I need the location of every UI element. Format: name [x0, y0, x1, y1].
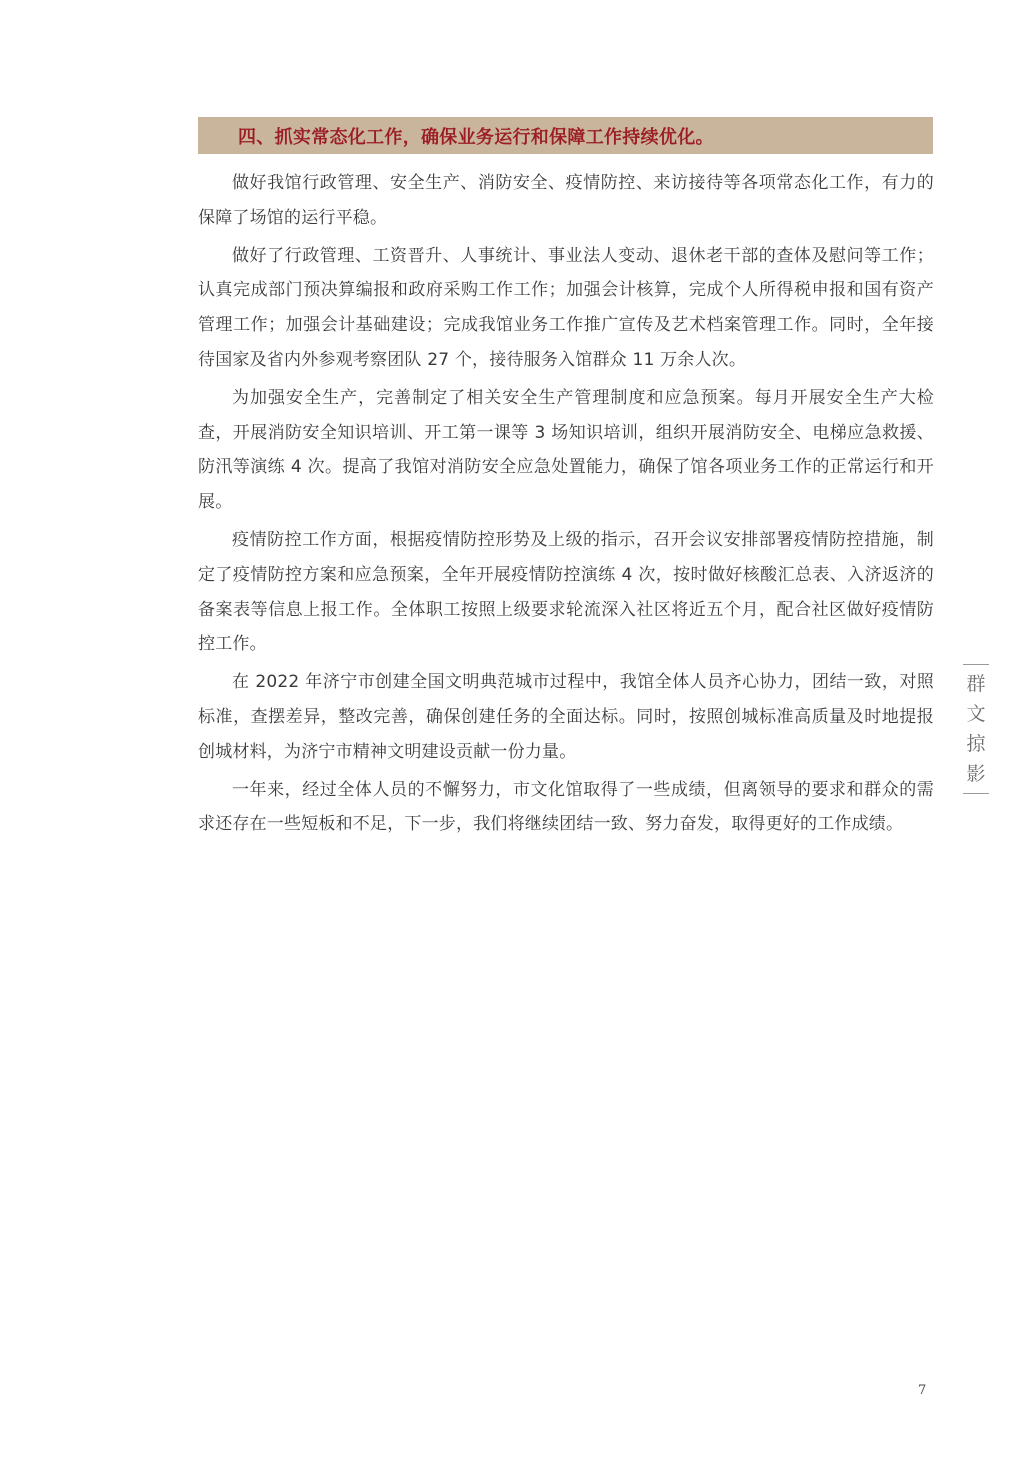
page-number: 7 [918, 1383, 927, 1398]
side-label-char: 群 [966, 673, 986, 695]
side-label-char: 掠 [966, 733, 986, 755]
section-heading-bar [198, 117, 933, 154]
paragraph-2: 做好了行政管理、工资晋升、人事统计、事业法人变动、退休老干部的查体及慰问等工作；认真完成部门预决算编报和政府采购工作工作；加强会计核算，完成个人所得税申报和国有资产管理工作；加强会计基础建设；完成我馆业务工作推广宣传及艺术档案管理工作。同时，全年接待国家及省内外参观考察团队 27 个，接待服务入馆群众 11 万余人次。 [198, 245, 934, 370]
body-text [198, 166, 934, 845]
side-label-char: 影 [966, 763, 986, 785]
paragraph-6: 一年来，经过全体人员的不懈努力，市文化馆取得了一些成绩，但离领导的要求和群众的需求还存在一些短板和不足，下一步，我们将继续团结一致、努力奋发，取得更好的工作成绩。 [198, 779, 934, 835]
paragraph-1: 做好我馆行政管理、安全生产、消防安全、疫情防控、来访接待等各项常态化工作，有力的保障了场馆的运行平稳。 [198, 173, 934, 228]
paragraph-5: 在 2022 年济宁市创建全国文明典范城市过程中，我馆全体人员齐心协力，团结一致，对照标准，查摆差异，整改完善，确保创建任务的全面达标。同时，按照创城标准高质量及时地提报创城材料，为济宁市精神文明建设贡献一份力量。 [198, 672, 934, 762]
side-label-char: 文 [966, 703, 986, 725]
paragraph-4: 疫情防控工作方面，根据疫情防控形势及上级的指示，召开会议安排部署疫情防控措施，制定了疫情防控方案和应急预案，全年开展疫情防控演练 4 次，按时做好核酸汇总表、入济返济的备案表等信息上报工作。全体职工按照上级要求轮流深入社区将近五个月，配合社区做好疫情防控工作。 [198, 529, 934, 655]
section-heading-text: 四、抓实常态化工作，确保业务运行和保障工作持续优化。 [238, 126, 714, 148]
paragraph-3: 为加强安全生产，完善制定了相关安全生产管理制度和应急预案。每月开展安全生产大检查，开展消防安全知识培训、开工第一课等 3 场知识培训，组织开展消防安全、电梯应急救援、防汛等演练 4 次。提高了我馆对消防安全应急处置能力，确保了馆各项业务工作的正常运行和开展。 [198, 387, 934, 513]
side-section-label [963, 664, 989, 794]
